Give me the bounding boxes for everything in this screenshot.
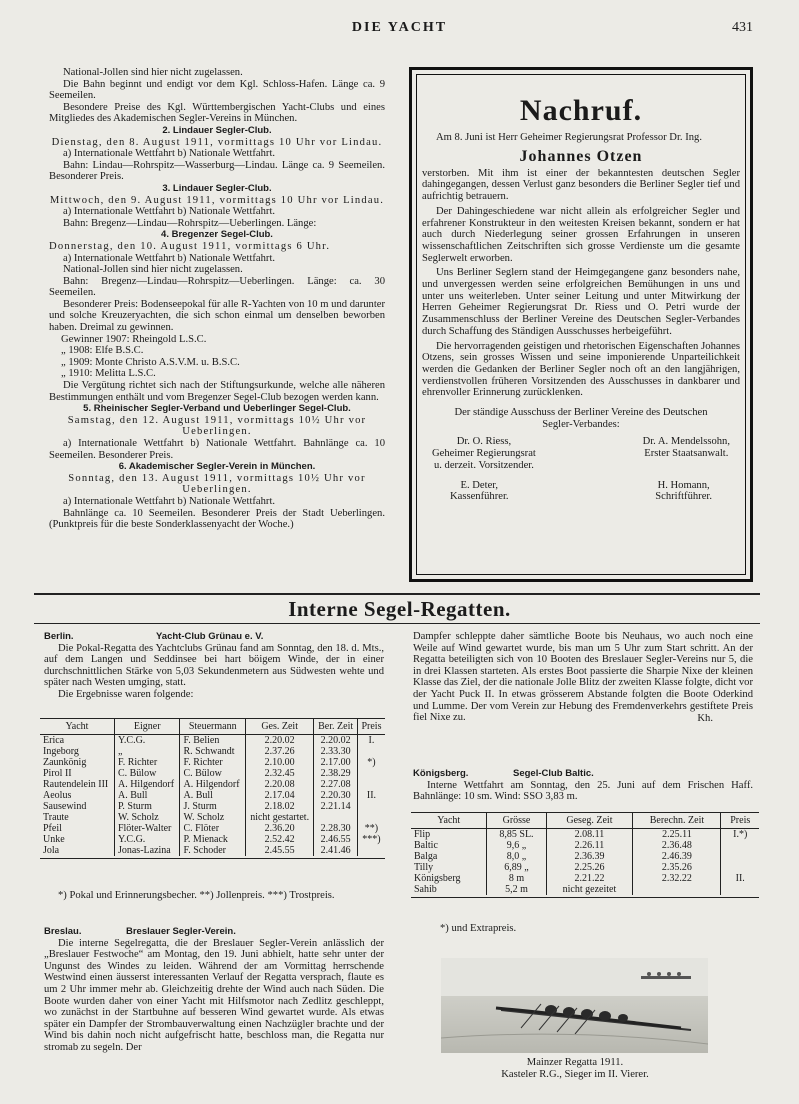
table-row [411, 840, 759, 851]
schedule-line: National-Jollen sind hier nicht zugelassen. [63, 67, 243, 78]
table-header-cell: Berechn. Zeit [633, 813, 721, 829]
report-text: Die Ergebnisse waren folgende: [58, 688, 194, 700]
schedule-line: Samstag, den 12. August 1911, vormittags 10½ Uhr vor Ueberlingen. [67, 414, 367, 438]
table-header-cell: Grösse [487, 813, 546, 829]
breslau-continued [413, 631, 753, 724]
table-row [40, 757, 385, 768]
signature-line: Kassenführer. [450, 491, 509, 503]
signature-line: Dr. O. Riess, [456, 436, 512, 448]
table-row [40, 834, 385, 845]
schedule-line: Bahn: Bregenz—Lindau—Rohrspitz—Ueberlingen. Länge: ca. 30 Seemeilen. [49, 275, 385, 299]
table-cell: 6,89 „ [487, 862, 546, 873]
table-cell: 2.28.30 [314, 823, 358, 834]
schedule-line: 6. Akademischer Segler-Verein in München. [118, 461, 316, 473]
report-place: Königsberg. [413, 768, 469, 779]
report-text: Die Pokal-Regatta des Yachtclubs Grünau fand am Sonntag, den 18. d. Mts., auf dem Langen und Seddinsee bei hart böigem Winde, der in einer durchschnittlichen Stärke von 5,03 Sekundenmetern aus Südwesten wehte und später nach Westen umging, statt. [44, 642, 384, 689]
table-cell [357, 746, 385, 757]
report-club: Yacht-Club Grünau e. V. [156, 631, 264, 642]
table-cell: 8 m [487, 873, 546, 884]
signature-line: E. Deter, [460, 479, 499, 491]
schedule-line: Bahn: Lindau—Rohrspitz—Wasserburg—Lindau. Länge ca. 9 Seemeilen. Besonderer Preis. [49, 159, 385, 183]
table-row [40, 801, 385, 812]
table-header-cell: Yacht [40, 719, 114, 735]
table-cell: 2.26.11 [546, 840, 633, 851]
schedule-line: Die Vergütung richtet sich nach der Stiftungsurkunde, welche alle näheren Bestimmungen enthält und vom Bregenzer Segel-Club bezogen werden kann. [49, 380, 385, 403]
schedule-line: Dienstag, den 8. August 1911, vormittags 10 Uhr vor Lindau. [51, 136, 383, 148]
report-text: Die interne Segelregatta, die der Breslauer Segler-Verein anlässlich der „Breslauer Festwoche“ am Montag, den 19. Juni abhielt, hatte sehr unter der Ungunst des Windes zu leiden. Während der am Vormittag herrschende Westwind einen äusserst interessanten Verlauf der Regatta versprach, flaute es um 2 Uhr immer mehr ab. Gleichzeitig drehte der Wind auch nach Süden. Die Boote wurden daher von einer Yacht mit Hilfsmotor nach Zedlitz geschleppt, wo zunächst in der Startbuhne auf besseren Wind gewartet wurde. Als etwas später ein Dampfer der Strombauverwaltung einen Nachzügler brachte und der Wind bis dahin noch nicht aufgefrischt hatte, beschloss man, die Regatta nur stromab zu segeln. Der [44, 937, 384, 1053]
caption-line: Mainzer Regatta 1911. [526, 1057, 624, 1068]
table-cell: ***) [357, 834, 385, 845]
table-row [411, 851, 759, 862]
table-cell: C. Bülow [114, 768, 180, 779]
obituary-heading: Nachruf. [519, 94, 643, 127]
table-cell: Zaunkönig [43, 757, 87, 768]
table-row [411, 829, 759, 841]
table-cell: „ [114, 746, 180, 757]
table-cell [357, 779, 385, 790]
schedule-line: 4. Bregenzer Segel-Club. [161, 229, 273, 241]
table-cell: 2.20.08 [245, 779, 313, 790]
table-cell: 2.18.02 [245, 801, 313, 812]
table-cell: A. Bull [180, 790, 246, 801]
berlin-footnote: *) Pokal und Erinnerungsbecher. **) Jollenpreis. ***) Trostpreis. [58, 890, 335, 901]
table-cell [357, 801, 385, 812]
table-cell: Y.C.G. [114, 834, 180, 845]
table-cell [314, 812, 358, 823]
table-cell: 2.46.39 [633, 851, 721, 862]
table-cell: A. Hilgendorf [180, 779, 246, 790]
rowing-photo [441, 958, 708, 1053]
signature-row [422, 472, 740, 503]
table-cell: 2.32.45 [245, 768, 313, 779]
table-cell [721, 884, 759, 895]
table-cell [721, 851, 759, 862]
caption-line: Kasteler R.G., Sieger im II. Vierer. [501, 1069, 649, 1080]
regatta-schedule-column [49, 67, 385, 531]
schedule-line: Gewinner 1907: Rheingold L.S.C. [61, 333, 207, 345]
table-bottom-rule [40, 856, 385, 859]
schedule-line: Besonderer Preis: Bodenseepokal für alle R-Yachten von 10 m und darunter und solche Kreuzeryachten, die sich schon einmal um denselben beworben haben. Dreimal zu gewinnen. [49, 298, 385, 334]
table-cell: 2.25.11 [633, 829, 721, 841]
schedule-line: 5. Rheinischer Segler-Verband und Ueberlinger Segel-Club. [83, 403, 351, 415]
table-row [411, 884, 759, 895]
table-cell: P. Mienack [180, 834, 246, 845]
table-cell [357, 845, 385, 856]
table-cell: Flöter-Walter [114, 823, 180, 834]
table-cell: C. Flöter [180, 823, 246, 834]
table-header-cell: Yacht [411, 813, 487, 829]
obituary-intro: Am 8. Juni ist Herr Geheimer Regierungsrat Professor Dr. Ing. [436, 132, 702, 143]
schedule-line: a) Internationale Wettfahrt b) Nationale Wettfahrt. [63, 252, 276, 264]
table-cell: nicht gezeitet [546, 884, 633, 895]
schedule-line: a) Internationale Wettfahrt b) Nationale Wettfahrt. [63, 495, 276, 507]
table-cell: 2.38.29 [314, 768, 358, 779]
schedule-line: Besondere Preise des Kgl. Württembergischen Yacht-Clubs und eines Mitgliedes des Akademischen Segler-Vereins in München. [49, 101, 385, 125]
signature-line: u. derzeit. Vorsitzender. [433, 459, 534, 471]
table-header-cell: Ges. Zeit [245, 719, 313, 735]
schedule-line: „ 1909: Monte Christo A.S.V.M. u. B.S.C. [61, 356, 240, 368]
schedule-line: Bahnlänge ca. 10 Seemeilen. Besonderer Preis der Stadt Ueberlingen. (Punktpreis für die beste Sonderklassenyacht der Woche.) [49, 507, 385, 531]
report-club: Segel-Club Baltic. [513, 768, 594, 779]
page-number: 431 [732, 20, 753, 35]
table-cell [721, 862, 759, 873]
table-row [40, 790, 385, 801]
berlin-report [44, 631, 384, 701]
table-cell: 2.20.30 [314, 790, 358, 801]
table-row [40, 779, 385, 790]
table-cell: 2.36.20 [245, 823, 313, 834]
table-row [40, 823, 385, 834]
schedule-line: Mittwoch, den 9. August 1911, vormittags 10 Uhr vor Lindau. [49, 194, 385, 206]
table-cell: 2.21.22 [546, 873, 633, 884]
schedule-line: Sonntag, den 13. August 1911, vormittags 10½ Uhr vor Ueberlingen. [68, 472, 366, 496]
table-cell: 2.52.42 [245, 834, 313, 845]
table-cell: 2.20.02 [314, 735, 358, 747]
table-cell: I.*) [721, 829, 759, 841]
report-club: Breslauer Segler-Verein. [126, 926, 236, 937]
table-cell: F. Schoder [180, 845, 246, 856]
table-cell: F. Belien [180, 735, 246, 747]
table-cell: Aeolus [43, 790, 72, 801]
table-row [40, 812, 385, 823]
signature-line: H. Homann, [657, 479, 710, 491]
table-cell: 2.33.30 [314, 746, 358, 757]
table-cell: A. Bull [114, 790, 180, 801]
obituary-name: Johannes Otzen [519, 147, 643, 165]
author-initials: Kh. [697, 712, 713, 724]
table-cell [357, 812, 385, 823]
table-cell: Sahib [414, 884, 437, 895]
schedule-line: a) Internationale Wettfahrt b) Nationale Wettfahrt. [63, 148, 276, 160]
table-cell: 8,85 SL. [487, 829, 546, 841]
table-cell: 2.08.11 [546, 829, 633, 841]
table-cell: 2.27.08 [314, 779, 358, 790]
koenigsberg-report [413, 768, 753, 803]
schedule-line: National-Jollen sind hier nicht zugelassen. [63, 264, 243, 276]
table-cell: A. Hilgendorf [114, 779, 180, 790]
report-text: Dampfer schleppte daher sämtliche Boote bis Neuhaus, wo auch noch eine Weile auf Wind gewartet wurde, bis man um 5 Uhr zum Start schritt. An der Regatta beteiligten sich von 10 Booten des Breslauer Segler-Vereins nur 5, die in drei Klassen starteten. Als erstes Boot passierte die Sharpie Nixe der kleinen Klasse das Ziel, der die nationale Jolle Blitz der zweiten Klasse folgte, dicht vor der Yacht Puck II. In etwas grösserem Abstande folgten die Boote Oderkind und Lumme. Der vom Verein zur Hebung des Fremdenverkehrs gestiftete Preis fiel Nixe zu. [413, 631, 753, 724]
breslau-report [44, 926, 384, 1054]
table-cell: W. Scholz [114, 812, 180, 823]
obituary-box [409, 67, 753, 582]
table-cell: Balga [414, 851, 438, 862]
table-cell: J. Sturm [180, 801, 246, 812]
table-cell: nicht gestartet. [245, 812, 313, 823]
table-cell: 2.36.39 [546, 851, 633, 862]
table-cell: Baltic [414, 840, 438, 851]
table-cell: C. Bülow [180, 768, 246, 779]
table-cell: Y.C.G. [114, 735, 180, 747]
table-cell: P. Sturm [114, 801, 180, 812]
signature-line: Erster Staatsanwalt. [644, 448, 729, 460]
table-cell: R. Schwandt [180, 746, 246, 757]
table-row [40, 845, 385, 856]
signature-row [422, 436, 740, 471]
table-row [40, 735, 385, 747]
table-cell: **) [357, 823, 385, 834]
table-header-cell: Geseg. Zeit [546, 813, 633, 829]
obituary-paragraph: verstorben. Mit ihm ist einer der bekanntesten deutschen Segler dahingegangen, dessen Verlust ganz besonders die Berliner Segler tief und aufrichtig betrauern. [422, 167, 740, 203]
table-cell: 2.32.22 [633, 873, 721, 884]
table-cell: W. Scholz [180, 812, 246, 823]
table-cell: 8,0 „ [487, 851, 546, 862]
table-cell: Unke [43, 834, 65, 845]
photo-caption [420, 1057, 730, 1081]
table-cell: 2.36.48 [633, 840, 721, 851]
table-cell: F. Richter [114, 757, 180, 768]
table-cell: 2.20.02 [245, 735, 313, 747]
schedule-line: a) Internationale Wettfahrt b) Nationale Wettfahrt. Bahnlänge ca. 10 Seemeilen. Besonderer Preis. [49, 438, 385, 461]
schedule-line: „ 1908: Elfe B.S.C. [61, 345, 144, 357]
signature-line: Schriftführer. [655, 491, 712, 503]
table-cell [721, 840, 759, 851]
table-cell: Pirol II [43, 768, 72, 779]
table-bottom-rule [411, 895, 759, 898]
schedule-line: a) Internationale Wettfahrt b) Nationale Wettfahrt. [63, 206, 276, 218]
berlin-results-table [40, 718, 385, 859]
table-cell: F. Richter [180, 757, 246, 768]
table-cell [357, 768, 385, 779]
table-cell: 2.10.00 [245, 757, 313, 768]
table-cell: 5,2 m [487, 884, 546, 895]
table-header-cell: Preis [357, 719, 385, 735]
obituary-paragraph: Uns Berliner Seglern stand der Heimgegangene ganz besonders nahe, und unvergessen werden seine erfolgreichen Bemühungen in uns und unter uns weiterleben. Unter seiner Leitung und unter Mitwirkung der Herren Geheimer Regierungsrat Dr. Riess und O. Petri wurde der Zusammenschluss der Berliner Vereine des Deutschen Segler-Verbandes durch Schaffung des Ständigen Ausschusses herbeigeführt. [422, 267, 740, 337]
signature-line: Dr. A. Mendelssohn, [642, 436, 730, 448]
table-header-cell: Steuermann [180, 719, 246, 735]
table-cell: II. [357, 790, 385, 801]
table-row [411, 873, 759, 884]
table-row [40, 768, 385, 779]
section-rule [34, 593, 760, 595]
koenigsberg-footnote: *) und Extrapreis. [440, 923, 517, 934]
table-cell: Pfeil [43, 823, 62, 834]
obituary-paragraph: Die hervorragenden geistigen und rhetorischen Eigenschaften Johannes Otzens, sein grosses Wissen und seine imponierende Unparteilichkeit werden die Gedanken der Berliner Segler noch oft an den langjährigen, verdienstvollen früheren Vorsitzenden des Ausschusses in dankbarer und ehrenvoller Erinnerung zurücklenken. [422, 340, 740, 399]
table-cell: Jola [43, 845, 60, 856]
obituary-paragraph: Der Dahingeschiedene war nicht allein als erfolgreicher Segler und erfahrener Konstrukteur in den weitesten Kreisen bekannt, sondern er hat auch durch Niederlegung seiner grossen Erfahrungen in unseren wissenschaftlichen Zeitschriften sich grosse Verdienste um die gesamte Seglerwelt erworben. [422, 205, 740, 264]
table-header-cell: Ber. Zeit [314, 719, 358, 735]
table-cell: *) [357, 757, 385, 768]
table-header-cell: Eigner [114, 719, 180, 735]
signature-line: Geheimer Regierungsrat [432, 448, 536, 460]
table-cell: 2.45.55 [245, 845, 313, 856]
report-place: Breslau. [44, 926, 82, 937]
schedule-line: Donnerstag, den 10. August 1911, vormittags 6 Uhr. [49, 240, 331, 252]
koenigsberg-results-table [411, 812, 759, 898]
table-cell: Tilly [414, 862, 434, 873]
obituary-closing: Der ständige Ausschuss der Berliner Vereine des Deutschen Segler-Verbandes: [454, 407, 708, 430]
table-row [40, 746, 385, 757]
table-cell: Königsberg [414, 873, 461, 884]
table-cell: II. [721, 873, 759, 884]
schedule-line: „ 1910: Melitta L.S.C. [61, 368, 156, 380]
report-place: Berlin. [44, 631, 74, 642]
table-cell: 9,6 „ [487, 840, 546, 851]
table-cell: Jonas-Lazina [114, 845, 180, 856]
running-title: DIE YACHT [351, 20, 448, 35]
table-cell: 2.41.46 [314, 845, 358, 856]
table-row [411, 862, 759, 873]
table-cell: 2.21.14 [314, 801, 358, 812]
table-cell: 2.25.26 [546, 862, 633, 873]
table-cell: 2.37.26 [245, 746, 313, 757]
schedule-line: Bahn: Bregenz—Lindau—Rohrspitz—Ueberlingen. Länge: [63, 217, 317, 229]
table-cell [633, 884, 721, 895]
table-cell: Sausewind [43, 801, 87, 812]
table-cell: 2.46.55 [314, 834, 358, 845]
table-cell: Erica [43, 735, 65, 746]
schedule-line: 3. Lindauer Segler-Club. [162, 182, 272, 194]
table-cell: Traute [43, 812, 69, 823]
table-cell: Rautendelein III [43, 779, 109, 790]
table-cell: Ingeborg [43, 746, 79, 757]
schedule-line: 2. Lindauer Segler-Club. [162, 124, 272, 136]
table-cell: 2.35.26 [633, 862, 721, 873]
report-text: Interne Wettfahrt am Sonntag, den 25. Juni auf dem Frischen Haff. Bahnlänge: 10 sm. Wind: SSO 3,83 m. [413, 779, 753, 803]
section-rule [34, 623, 760, 624]
table-cell: 2.17.00 [314, 757, 358, 768]
schedule-line: Die Bahn beginnt und endigt vor dem Kgl. Schloss-Hafen. Länge ca. 9 Seemeilen. [49, 78, 385, 102]
table-cell: 2.17.04 [245, 790, 313, 801]
table-header-cell: Preis [721, 813, 759, 829]
rowing-boat-image [441, 958, 708, 1053]
table-cell: I. [357, 735, 385, 747]
section-title: Interne Segel-Regatten. [288, 597, 511, 621]
table-cell: Flip [414, 829, 431, 840]
